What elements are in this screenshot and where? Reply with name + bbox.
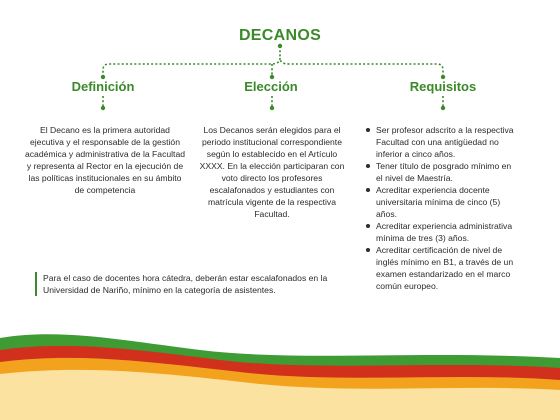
definicion-text: El Decano es la primera autoridad ejecutiva y el responsable de la gestión académica y administrativa de la Facultad y representa al Rector en la ejecución de las políticas institucionales en su ámbito de competencia [24, 125, 186, 195]
requisito-item: Tener título de posgrado mínimo en el nivel de Maestría. [376, 160, 520, 184]
requisito-item: Ser profesor adscrito a la respectiva Facultad con una antigüedad no inferior a cinco años. [376, 124, 520, 160]
requisito-item: Acreditar experiencia docente universitaria mínima de cinco (5) años. [376, 184, 520, 220]
requisitos-list [362, 124, 520, 292]
heading-eleccion: Elección [244, 79, 298, 94]
heading-requisitos: Requisitos [409, 79, 477, 94]
note-hora-catedra: Para el caso de docentes hora cátedra, deberán estar escalafonados en la Universidad de Nariño, mínimo en la categoría de asistentes. [35, 272, 328, 296]
hierarchy-connectors [0, 0, 560, 130]
requisito-item: Acreditar certificación de nivel de inglés mínimo en B1, a través de un examen estandarizado en el marco común europeo. [376, 244, 520, 292]
eleccion-text: Los Decanos serán elegidos para el periodo institucional correspondiente según lo establecido en el Artículo XXXX. En la elección participaran con voto directo los profesores escalafonados y estudiantes con matrícula vigente de la respectiva Facultad. [199, 125, 345, 219]
page-title: DECANOS [238, 27, 322, 44]
requisito-item: Acreditar experiencia administrativa mínima de tres (3) años. [376, 220, 520, 244]
decorative-waves [0, 330, 560, 420]
heading-definicion: Definición [71, 79, 135, 94]
